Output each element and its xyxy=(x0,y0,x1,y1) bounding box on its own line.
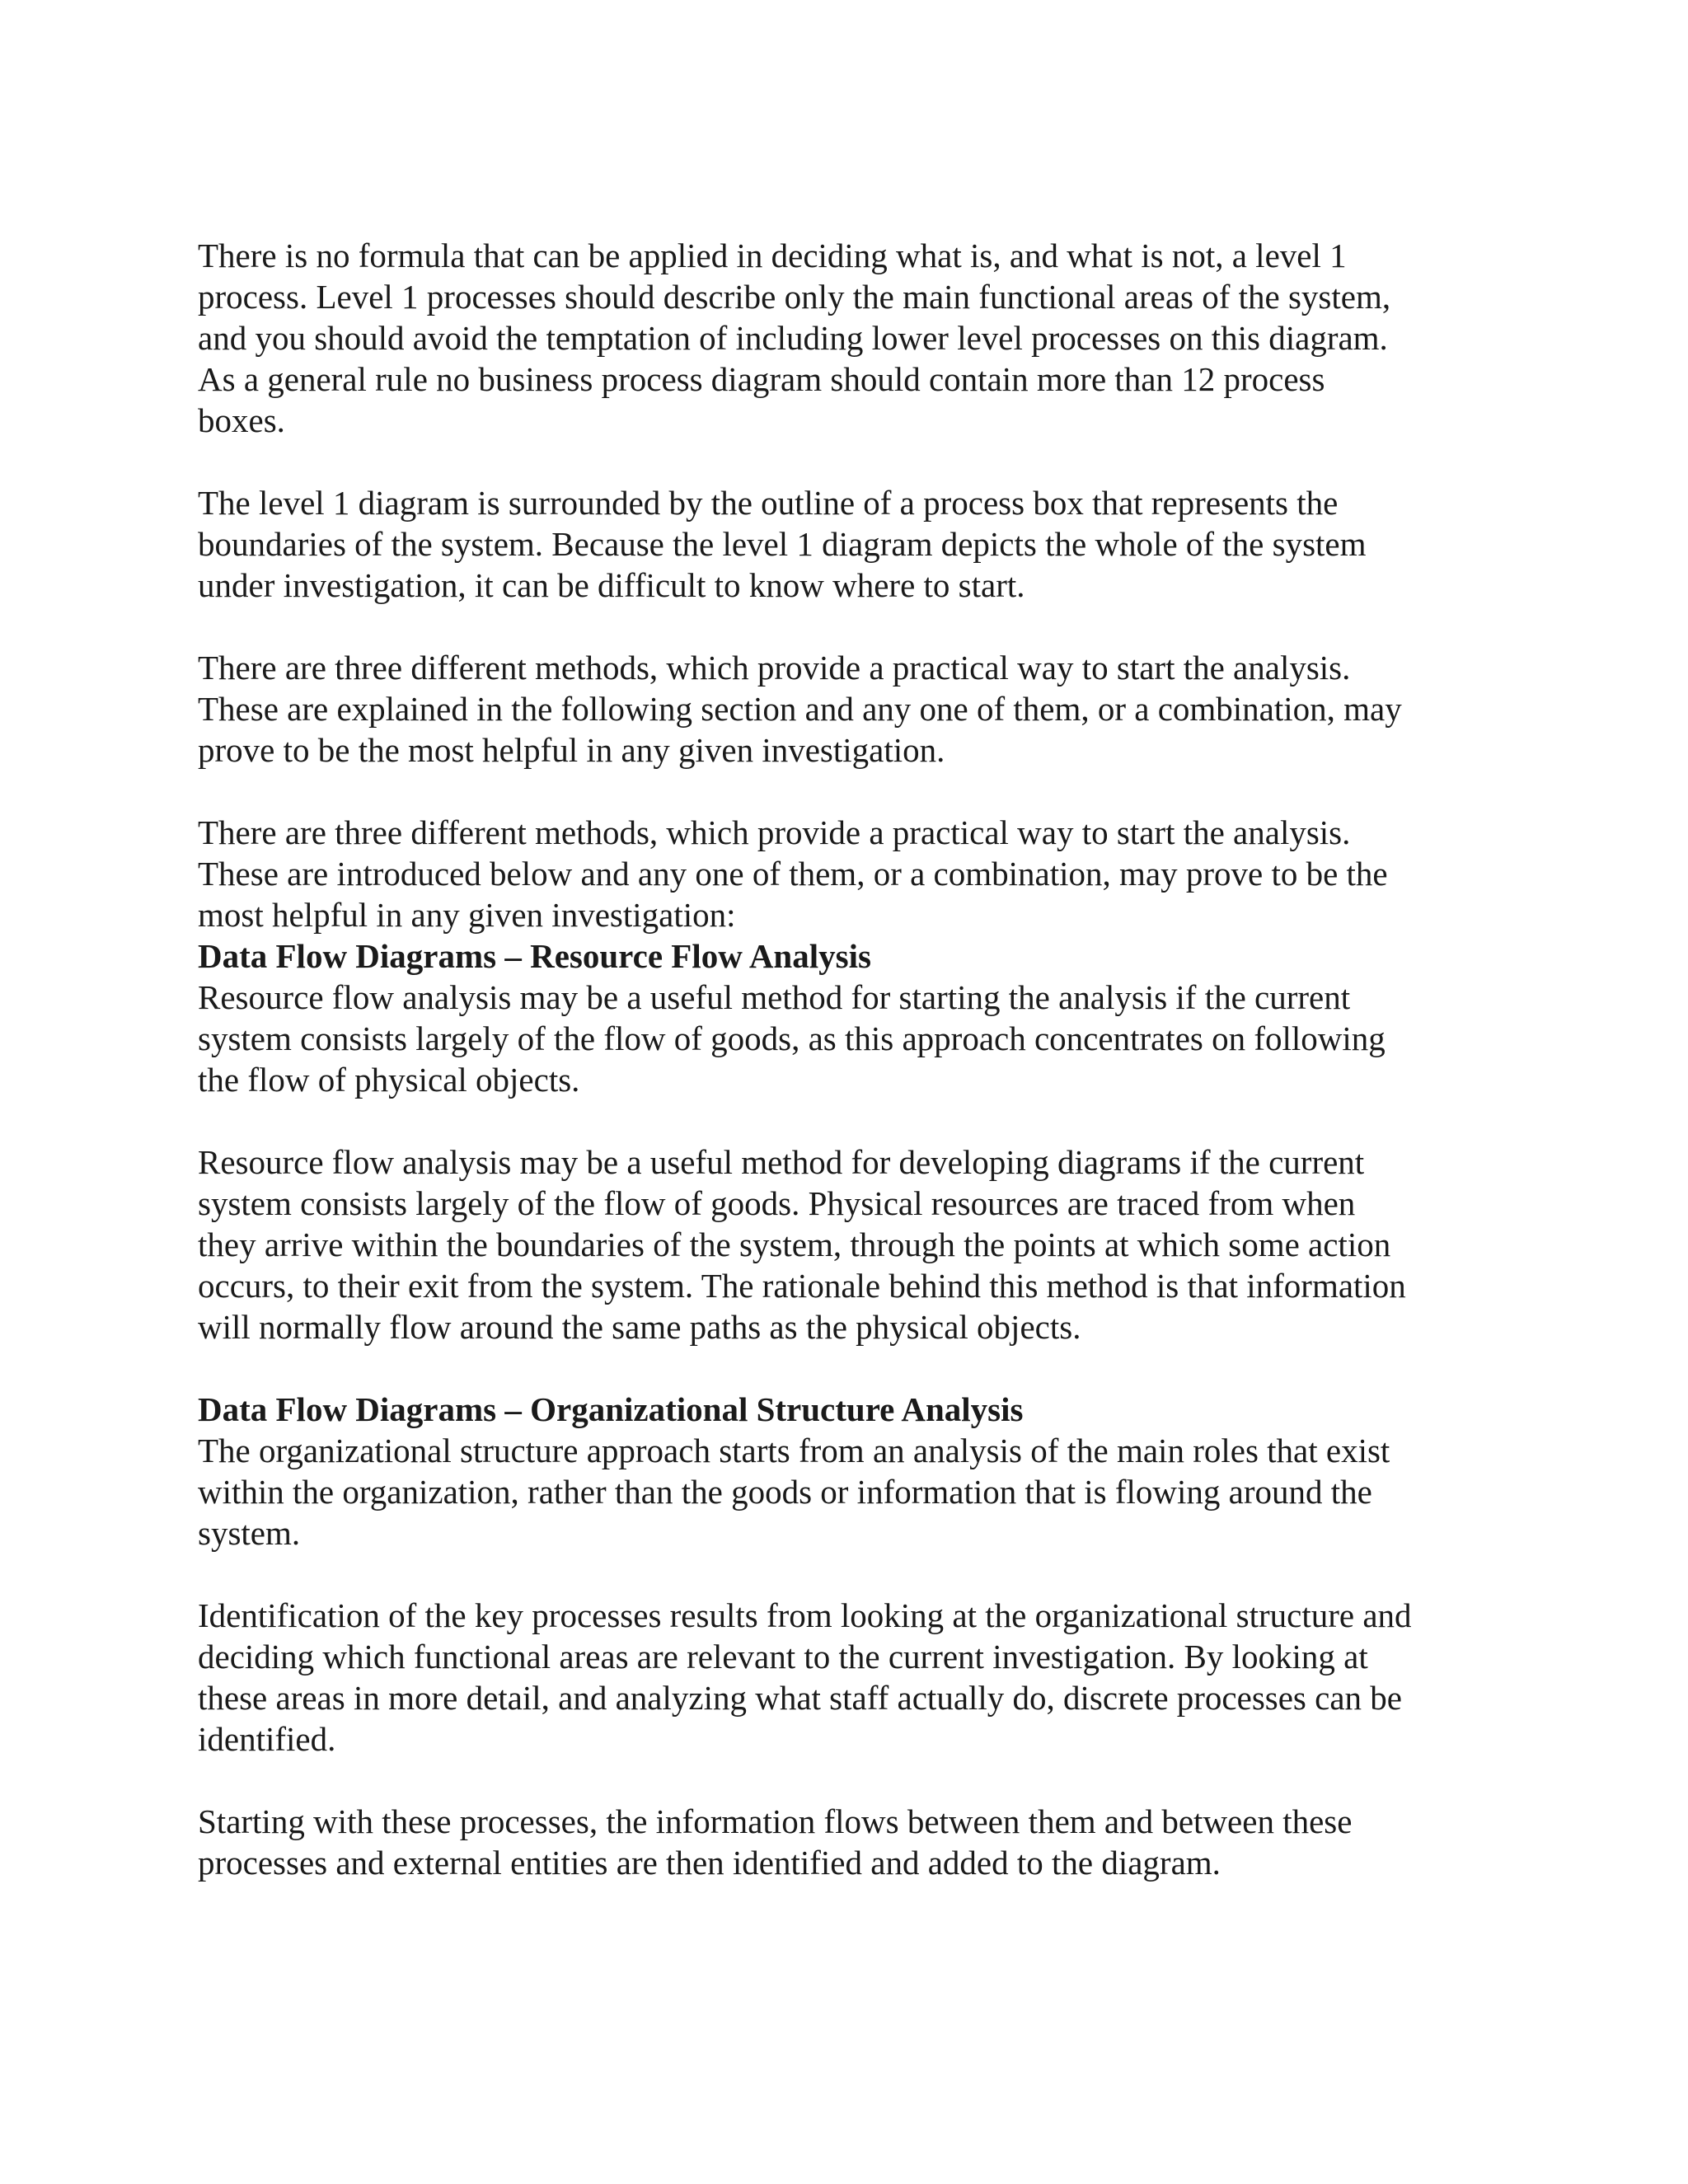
paragraph-spacer xyxy=(198,606,1533,647)
paragraph-spacer xyxy=(198,1554,1533,1595)
paragraph-three-methods-introduced: There are three different methods, which provide a practical way to start the analysis. These are introduced below and any one of them, or a combination, may prove to be the most helpful in any given investigation: xyxy=(198,813,1388,934)
paragraph-spacer xyxy=(198,441,1533,482)
paragraph-spacer xyxy=(198,1760,1533,1801)
paragraph-resource-flow-detail: Resource flow analysis may be a useful method for developing diagrams if the current system consists largely of the flow of goods. Physical resources are traced from when they arrive within the boundaries of the system, through the points at which some action occurs, to their exit from the system. The rationale behind this method is that information will normally flow around the same paths as the physical objects. xyxy=(198,1143,1406,1346)
heading-organizational-structure-analysis: Data Flow Diagrams – Organizational Structure Analysis xyxy=(198,1390,1024,1428)
paragraph-org-structure-identification: Identification of the key processes results from looking at the organizational structure and deciding which functional areas are relevant to the current investigation. By looking at these areas in more detail, and analyzing what staff actually do, discrete processes can be identified. xyxy=(198,1596,1412,1758)
paragraph-information-flows: Starting with these processes, the information flows between them and between these processes and external entities are then identified and added to the diagram. xyxy=(198,1802,1353,1882)
paragraph-level1-boundary: The level 1 diagram is surrounded by the outline of a process box that represents the boundaries of the system. Because the level 1 diagram depicts the whole of the system under investigation, it can be difficult to know where to start. xyxy=(198,484,1367,604)
paragraph-three-methods-explained: There are three different methods, which provide a practical way to start the analysis. These are explained in the following section and any one of them, or a combination, may prove to be the most helpful in any given investigation. xyxy=(198,649,1402,769)
paragraph-level1-formula: There is no formula that can be applied in deciding what is, and what is not, a level 1 process. Level 1 processes should describe only the main functional areas of the system, and you should avoid the temptation of including lower level processes on this diagram. As a general rule no business process diagram should contain more than 12 process boxes. xyxy=(198,237,1391,439)
paragraph-spacer xyxy=(198,1347,1533,1389)
document-page xyxy=(198,235,1533,1883)
paragraph-org-structure-intro: The organizational structure approach starts from an analysis of the main roles that exist within the organization, rather than the goods or information that is flowing around the system. xyxy=(198,1432,1390,1552)
heading-resource-flow-analysis: Data Flow Diagrams – Resource Flow Analysis xyxy=(198,937,871,975)
paragraph-resource-flow-intro: Resource flow analysis may be a useful method for starting the analysis if the current system consists largely of the flow of goods, as this approach concentrates on following the flow of physical objects. xyxy=(198,978,1386,1099)
paragraph-spacer xyxy=(198,1100,1533,1141)
paragraph-spacer xyxy=(198,771,1533,812)
